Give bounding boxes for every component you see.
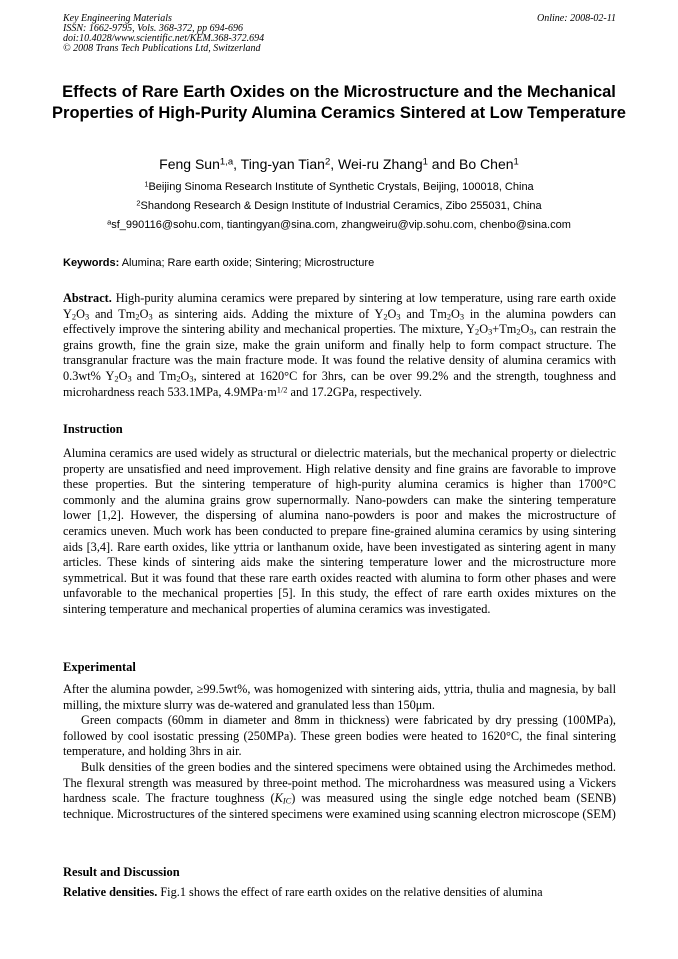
journal-header [63,14,616,54]
paragraph-text: Fig.1 shows the effect of rare earth oxides on the relative densities of alumina [160,885,543,899]
abstract-text: O [520,322,530,337]
paragraph [63,760,616,822]
abstract-text: O [479,322,489,337]
copyright-line: © 2008 Trans Tech Publications Ltd, Switzerland [63,43,261,54]
abstract-text: +Tm [492,322,517,337]
paragraph-text: Bulk densities of the green bodies and the sintered specimens were obtained using the Archimedes method. The flexural strength was measured by three-point method. The microhardness was measured using a Vickers hardness scale. The fracture toughness ( [63,759,616,806]
affiliation-text: Shandong Research & Design Institute of Industrial Ceramics, Zibo 255031, China [140,200,542,212]
affiliation-2 [48,199,630,213]
abstract-text: O [387,306,397,321]
subscript: 2 [516,327,521,337]
abstract-text: Y [63,306,72,321]
author-separator: , [330,156,339,172]
author-affiliation-mark: 1,a [219,156,234,168]
section-heading-experimental: Experimental [63,660,136,674]
subscript: 3 [148,312,153,322]
subscript: 3 [84,312,90,322]
abstract-text: O [139,306,149,321]
section-heading-instruction: Instruction [63,422,123,436]
doi-line: doi:10.4028/www.scientific.net/KEM.368-372.694 [63,33,265,44]
author-list [48,155,630,173]
paragraph: After the alumina powder, ≥99.5wt%, was homogenized with sintering aids, yttria, thulia and magnesia, by ball milling, the mixture slurry was de-watered and granulated less than 150μm. [63,682,616,712]
subscript: 2 [446,312,452,322]
author-name: Wei-ru Zhang [338,156,423,172]
subscript: 3 [459,312,465,322]
affiliation-mark: 1 [144,179,149,189]
abstract-label: Abstract. [63,291,112,305]
section-heading-results: Result and Discussion [63,865,180,879]
paper-title: Effects of Rare Earth Oxides on the Microstructure and the Mechanical Properties of High-Purity Alumina Ceramics Sintered at Low Temperature [52,83,626,122]
subscript: 2 [176,374,181,384]
subscript: 2 [71,312,77,322]
abstract-text: High-purity alumina ceramics were prepared by sintering at low temperature, using rare earth oxide [115,291,616,305]
subscript: 2 [383,312,388,322]
abstract-text: in the alumina powders can effectively improve the sintering ability and mechanical properties. The mixture, Y [63,306,617,337]
affiliation-mark: 2 [136,198,141,208]
paragraph: Alumina ceramics are used widely as structural or dielectric materials, but the mechanical property or dielectric property are unsatisfied and need improvement. High relative density and fine grains are favorable to improve these properties. But the sintering temperature of high-purity alumina ceramics is higher than 1700°C commonly and the alumina grains grow supernormally. Nano-powders can make the sintering temperature lower [1,2]. However, the dispersing of alumina nano-powders is poor and makes the microstructure of ceramics uneven. Much work has been conducted to prepare fine-grained alumina ceramics by using sintering aids [3,4]. Rare earth oxides, like yttria or lanthanum oxide, have been investigated as sintering agent in many articles. These kinds of sintering aids make the sintering temperature lower and the microstructure more symmetrical. But it was found that these rare earth oxides reacted with alumina to form other phases and were unfavorable to the mechanical properties [5]. In this study, the effect of rare earth oxides mixtures on the sintering temperature and mechanical properties of alumina ceramics was investigated. [63,446,616,616]
author-affiliation-mark: 1 [422,156,428,168]
abstract-text: and Tm [89,306,136,321]
author-affiliation-mark: 1 [513,156,519,168]
abstract-text: and 17.2GPa, respectively. [287,384,422,399]
affiliation-text: Beijing Sinoma Research Institute of Synthetic Crystals, Beijing, 100018, China [148,181,534,193]
instruction-paragraph [63,446,616,618]
journal-name: Key Engineering Materials [63,13,172,24]
paragraph-text: ) was measured using the single edge notched beam (SENB) technique. Microstructures of the sintered specimens were examined using scanning electron microscope (SEM) [63,791,617,821]
abstract-text: and Tm [131,368,177,383]
subscript: 2 [135,312,140,322]
author-name: Ting-yan Tian [240,156,325,172]
issn-line: ISSN: 1662-9795, Vols. 368-372, pp 694-696 [63,23,243,34]
abstract-text: and Tm [400,306,447,321]
abstract-text: , can restrain the grains growth, fine the grain size, make the grain uniform and finally help to form compact structure. The transgranular fracture was the main fracture mode. It was found the relative density of alumina ceramics with 0.3wt% Y [63,322,616,383]
subscript: 2 [475,327,480,337]
online-date: Online: 2008-02-11 [537,13,616,24]
symbol-k: K [274,791,283,806]
subscript: 3 [529,327,534,337]
author-separator: and [427,156,460,172]
subscript: 2 [114,374,119,384]
abstract-text: O [180,368,190,383]
author-name: Bo Chen [459,156,514,172]
affiliation-1 [48,180,630,194]
subscript: 3 [127,374,132,384]
author-separator: , [233,156,241,172]
superscript: 1/2 [276,384,288,394]
abstract [63,291,616,400]
abstract-text: as sintering aids. Adding the mixture of Y [152,306,384,321]
experimental-body [63,682,616,822]
author-emails [48,218,630,232]
subscript: 3 [396,312,401,322]
subheading-relative-densities: Relative densities. [63,885,158,899]
subscript: 3 [189,374,194,384]
subscript: 3 [488,327,493,337]
keywords-text: Alumina; Rare earth oxide; Sintering; Microstructure [121,257,375,269]
email-mark: a [107,217,112,227]
abstract-text: , sintered at 1620°C for 3hrs, can be over 99.2% and the strength, toughness and microhardness reach 533.1MPa, 4.9MPa·m [63,368,616,399]
symbol-subscript: IC [282,796,292,806]
abstract-text: O [451,306,460,321]
paragraph: Green compacts (60mm in diameter and 8mm in thickness) were fabricated by dry pressing (100MPa), followed by cool isostatic pressing (250MPa). These green bodies were heated to 1620°C, the final sintering temperature, and holding 3hrs in air. [63,713,616,759]
results-paragraph [63,885,616,901]
abstract-text: O [118,368,128,383]
author-name: Feng Sun [159,156,220,172]
author-affiliation-mark: 2 [324,156,331,168]
email-list: sf_990116@sohu.com, tiantingyan@sina.com, zhangweiru@vip.sohu.com, chenbo@sina.com [111,219,571,231]
keywords-label: Keywords: [63,257,120,269]
abstract-text: O [76,306,85,321]
keywords [63,256,616,270]
